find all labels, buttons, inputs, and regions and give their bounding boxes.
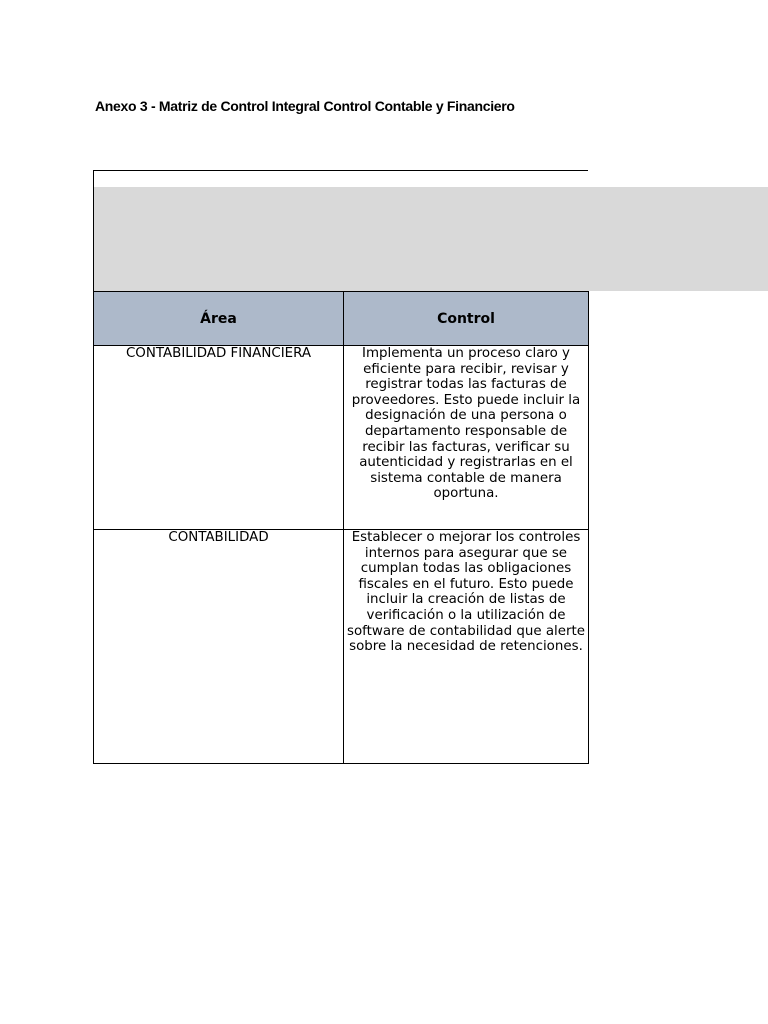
table-row — [94, 530, 589, 764]
header-band — [94, 187, 768, 291]
control-matrix-table — [93, 291, 589, 764]
table-header-row — [94, 292, 589, 346]
document-title: Anexo 3 - Matriz de Control Integral Control Contable y Financiero — [95, 98, 515, 114]
control-cell: Implementa un proceso claro y eficiente para recibir, revisar y registrar todas las facturas de proveedores. Esto puede incluir la designación de una persona o departamento responsable de recibir las facturas, verificar su autenticidad y registrarlas en el sistema contable de manera oportuna. — [344, 346, 589, 530]
table-top-border — [93, 170, 588, 171]
area-cell: CONTABILIDAD — [94, 530, 344, 764]
column-header-area: Área — [94, 292, 344, 346]
area-cell: CONTABILIDAD FINANCIERA — [94, 346, 344, 530]
column-header-control: Control — [344, 292, 589, 346]
table-row — [94, 346, 589, 530]
control-cell: Establecer o mejorar los controles internos para asegurar que se cumplan todas las obligaciones fiscales en el futuro. Esto puede incluir la creación de listas de verificación o la utilización de software de contabilidad que alerte sobre la necesidad de retenciones. — [344, 530, 589, 764]
